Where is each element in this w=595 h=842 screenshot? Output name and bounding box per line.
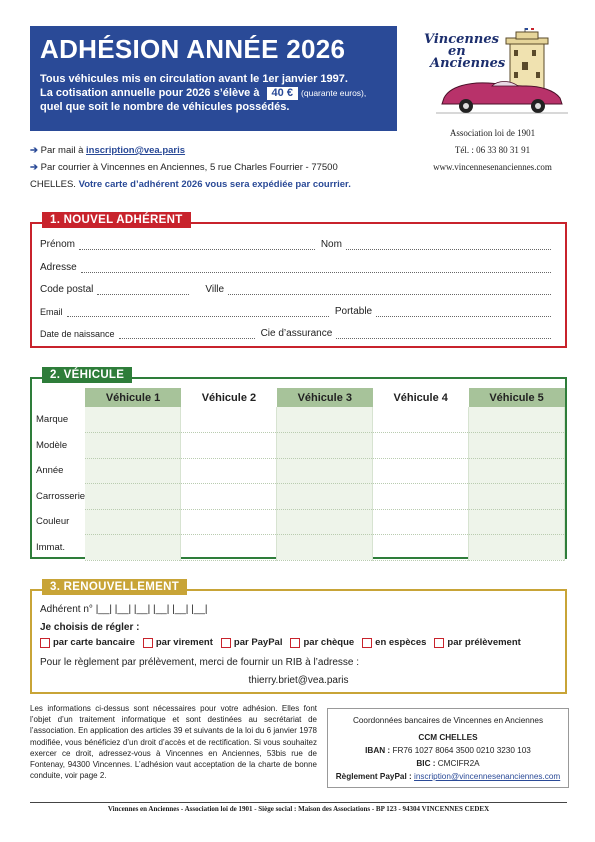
vehicle-cell[interactable] — [181, 535, 277, 561]
contact-block — [30, 142, 415, 193]
vehicle-cell[interactable] — [85, 484, 181, 510]
vehicle-cell[interactable] — [277, 407, 373, 433]
association-info — [405, 125, 580, 176]
vehicle-cell[interactable] — [277, 535, 373, 561]
vehicle-row-carrosserie — [34, 484, 565, 510]
vehicle-cell[interactable] — [469, 407, 565, 433]
vehicle-cell[interactable] — [373, 433, 469, 459]
association-logo — [422, 28, 572, 120]
assurance-field[interactable] — [336, 330, 551, 339]
payment-option-direct-debit[interactable] — [434, 637, 520, 648]
checkbox[interactable] — [290, 638, 300, 648]
vehicle-cell[interactable] — [373, 484, 469, 510]
code-postal-label: Code postal — [40, 284, 94, 295]
bic-value: CMCIFR2A — [437, 759, 480, 768]
bic-label: BIC : — [416, 759, 436, 768]
nom-label: Nom — [320, 239, 342, 250]
vehicle-cell[interactable] — [85, 407, 181, 433]
payment-option-cheque[interactable] — [290, 637, 354, 648]
vehicle-table — [34, 388, 565, 561]
payment-option-label: par virement — [155, 637, 213, 648]
vehicle-row-label: Carrosserie — [36, 490, 86, 502]
assurance-label: Cie d’assurance — [260, 328, 333, 339]
price-words: (quarante euros), — [301, 88, 367, 98]
contact-post-prefix: Par courrier à Vincennes en Anciennes, 5 rue Charles Fourrier - 77500 — [40, 162, 338, 173]
logo-wordmark — [424, 34, 505, 70]
date-naissance-field[interactable] — [119, 330, 255, 339]
vehicle-table-corner — [34, 388, 85, 407]
payment-option-label: par PayPal — [233, 637, 283, 648]
checkbox[interactable] — [40, 638, 50, 648]
intro-line-1: Tous véhicules mis en circulation avant le 1er janvier 1997. — [40, 73, 348, 85]
ville-field[interactable] — [228, 286, 551, 295]
payment-option-label: en espèces — [375, 637, 427, 648]
intro-line-2 — [40, 86, 387, 100]
vehicle-cell[interactable] — [85, 433, 181, 459]
vehicle-cell[interactable] — [277, 433, 373, 459]
vehicle-cell[interactable] — [469, 458, 565, 484]
vehicle-col-5: Véhicule 5 — [469, 388, 565, 407]
payment-option-paypal[interactable] — [221, 637, 283, 648]
section-vehicle — [30, 369, 567, 559]
vehicle-col-3: Véhicule 3 — [277, 388, 373, 407]
vehicle-row-marque — [34, 407, 565, 433]
logo-word-2: en — [448, 44, 466, 59]
contact-post-city: CHELLES. — [30, 179, 76, 190]
payment-option-card[interactable] — [40, 637, 135, 648]
vehicle-cell[interactable] — [181, 509, 277, 535]
payment-option-label: par prélèvement — [447, 637, 521, 648]
rib-note: Pour le règlement par prélèvement, merci de fournir un RIB à l’adresse : — [40, 657, 360, 668]
bank-paypal-line — [328, 770, 568, 783]
vehicle-cell[interactable] — [181, 458, 277, 484]
vehicle-row-couleur — [34, 509, 565, 535]
arrow-right-icon: ➔ — [30, 162, 38, 173]
paypal-label: Règlement PayPal : — [335, 772, 412, 781]
section-new-member — [30, 214, 567, 348]
vehicle-cell[interactable] — [181, 407, 277, 433]
payment-option-label: par carte bancaire — [53, 637, 135, 648]
intro-line-2-text: La cotisation annuelle pour 2026 s’élève à — [40, 87, 260, 99]
vehicle-cell[interactable] — [85, 509, 181, 535]
vehicle-table-header — [34, 388, 565, 407]
section-renewal — [30, 581, 567, 694]
portable-label: Portable — [334, 306, 373, 317]
intro-line-3: quel que soit le nombre de véhicules possédés. — [40, 101, 290, 113]
rib-email: thierry.briet@vea.paris — [248, 675, 349, 686]
payment-option-transfer[interactable] — [143, 637, 213, 648]
bank-name: CCM CHELLES — [418, 733, 478, 742]
section-new-member-title: 1. NOUVEL ADHÉRENT — [42, 212, 191, 228]
contact-mail-link[interactable]: inscription@vea.paris — [86, 145, 186, 156]
vehicle-cell[interactable] — [469, 433, 565, 459]
payment-choice-label: Je choisis de régler : — [40, 622, 140, 633]
vehicle-cell[interactable] — [469, 484, 565, 510]
intro-text — [40, 72, 387, 114]
legal-notice: Les informations ci-dessus sont nécessaires pour votre adhésion. Elles font l’objet d’un traitement informatique et sont destinées au secrétariat de l’association. En application des articles 39 et suivants de la loi du 6 janvier 1978 modifiée, vous bénéficiez d’un droit d’accès et de rectification. Si vous souhaitez exercer ce droit, adressez-vous à Vincennes en Anciennes, 53bis rue de Fontenay, 94300 Vincennes. L’adhésion vaut acceptation de la charte de bonne conduite, voir page 2. — [30, 704, 317, 781]
vehicle-col-4: Véhicule 4 — [373, 388, 469, 407]
checkbox[interactable] — [362, 638, 372, 648]
contact-post-note: Votre carte d’adhérent 2026 vous sera expédiée par courrier. — [78, 179, 351, 190]
vehicle-col-2: Véhicule 2 — [181, 388, 277, 407]
adresse-label: Adresse — [40, 262, 77, 273]
vehicle-cell[interactable] — [181, 484, 277, 510]
vehicle-cell[interactable] — [469, 509, 565, 535]
vehicle-cell[interactable] — [181, 433, 277, 459]
nom-field[interactable] — [346, 241, 551, 250]
vehicle-row-label: Immat. — [36, 541, 66, 553]
vehicle-row-label: Année — [36, 465, 64, 477]
section-vehicle-title: 2. VÉHICULE — [42, 367, 132, 383]
vehicle-cell[interactable] — [85, 535, 181, 561]
checkbox[interactable] — [143, 638, 153, 648]
vehicle-cell[interactable] — [277, 484, 373, 510]
row-name — [40, 236, 551, 250]
vehicle-cell[interactable] — [277, 509, 373, 535]
logo-word-3: Anciennes — [430, 56, 506, 71]
iban-label: IBAN : — [365, 746, 391, 755]
vehicle-cell[interactable] — [373, 458, 469, 484]
iban-value: FR76 1027 8064 3500 0210 3230 103 — [392, 746, 531, 755]
vehicle-row-modele — [34, 433, 565, 459]
email-label: Email — [40, 307, 63, 317]
row-city — [40, 281, 551, 295]
bank-iban-line — [328, 744, 568, 757]
paypal-link[interactable]: inscription@vincennesenanciennes.com — [414, 772, 561, 781]
association-type: Association loi de 1901 — [449, 128, 536, 138]
payment-options — [40, 637, 521, 648]
payment-option-cash[interactable] — [362, 637, 426, 648]
bank-details — [327, 708, 569, 788]
prenom-field[interactable] — [79, 241, 315, 250]
vehicle-row-label: Couleur — [36, 516, 70, 528]
vehicle-cell[interactable] — [373, 407, 469, 433]
email-field[interactable] — [67, 308, 329, 317]
row-address — [40, 259, 551, 273]
contact-post-line-2 — [30, 176, 415, 193]
ville-label: Ville — [205, 284, 225, 295]
page-title: ADHÉSION ANNÉE 2026 — [40, 34, 346, 64]
price-badge: 40 € — [267, 87, 298, 100]
checkbox[interactable] — [221, 638, 231, 648]
footer-text: Vincennes en Anciennes - Association loi de 1901 - Siège social : Maison des Associations - BP 123 - 94304 VINCENNES CEDEX — [107, 805, 490, 813]
row-birth-insurance — [40, 325, 551, 339]
code-postal-field[interactable] — [97, 286, 189, 295]
vehicle-cell[interactable] — [277, 458, 373, 484]
vehicle-row-label: Marque — [36, 414, 69, 426]
vehicle-cell[interactable] — [469, 535, 565, 561]
header-banner — [30, 26, 397, 131]
vehicle-cell[interactable] — [373, 509, 469, 535]
checkbox[interactable] — [434, 638, 444, 648]
bank-title: Coordonnées bancaires de Vincennes en Anciennes — [352, 716, 544, 725]
section-renewal-title: 3. RENOUVELLEMENT — [42, 579, 187, 595]
contact-post-line — [30, 159, 415, 176]
vehicle-cell[interactable] — [373, 535, 469, 561]
vehicle-row-label: Modèle — [36, 439, 68, 451]
member-number-field[interactable]: Adhérent n° |__| |__| |__| |__| |__| |__| — [40, 604, 208, 615]
vehicle-row-immat — [34, 535, 565, 561]
association-phone: Tél. : 06 33 80 31 91 — [454, 145, 531, 155]
association-website: www.vincennesenanciennes.com — [433, 162, 552, 172]
footer-divider — [30, 802, 567, 803]
row-contact — [40, 303, 551, 317]
logo-word-1: Vincennes — [424, 32, 499, 47]
bank-bic-line — [328, 757, 568, 770]
date-naissance-label: Date de naissance — [40, 329, 115, 339]
prenom-label: Prénom — [40, 239, 76, 250]
adresse-field[interactable] — [81, 264, 551, 273]
vehicle-row-annee — [34, 458, 565, 484]
arrow-right-icon: ➔ — [30, 145, 38, 156]
contact-mail-line — [30, 142, 415, 159]
vehicle-cell[interactable] — [85, 458, 181, 484]
portable-field[interactable] — [376, 308, 551, 317]
vehicle-col-1: Véhicule 1 — [85, 388, 181, 407]
contact-mail-prefix: Par mail à — [40, 145, 84, 156]
payment-option-label: par chèque — [303, 637, 355, 648]
